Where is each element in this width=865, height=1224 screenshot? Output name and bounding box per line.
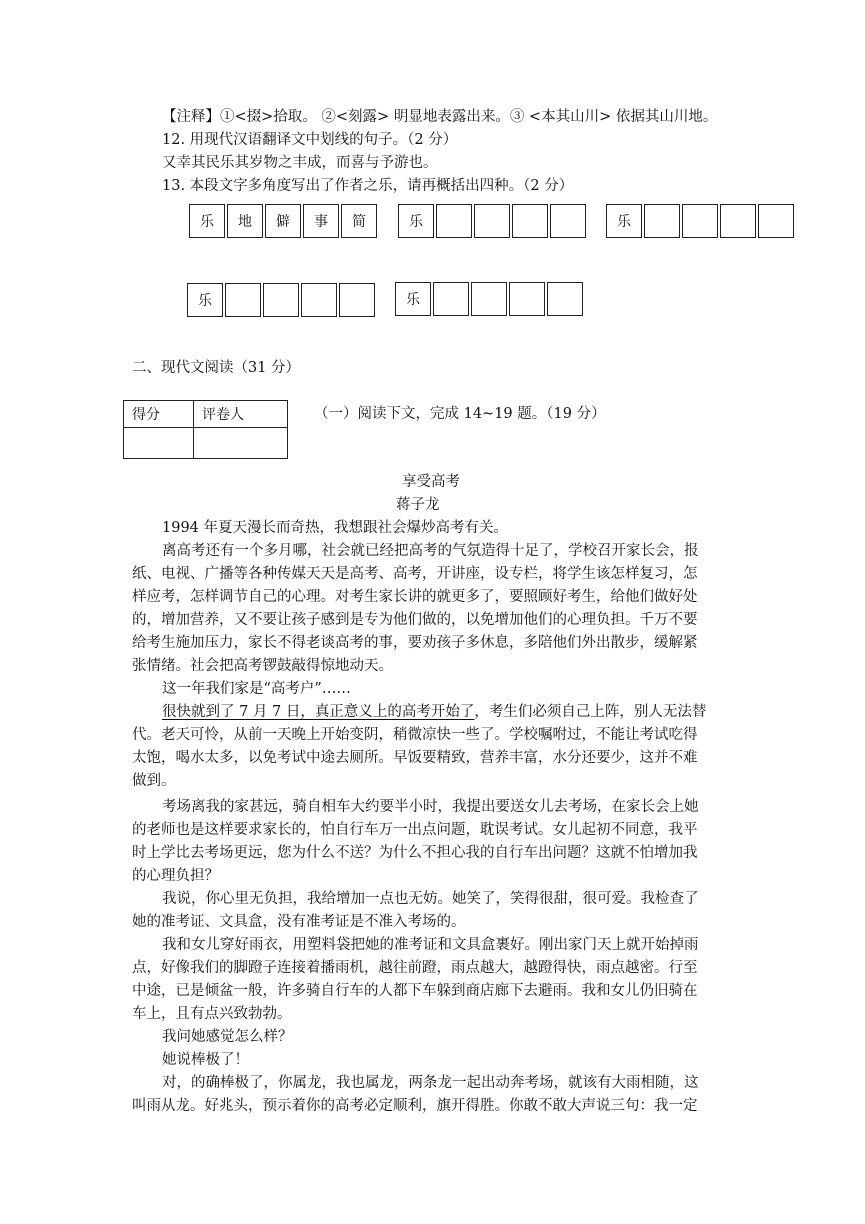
article-line: 叫雨从龙。好兆头，预示着你的高考必定顺利，旗开得胜。你敢不敢大声说三句：我一定 <box>132 1098 698 1114</box>
article-line: 她的准考证、文具盒，没有准考证是不准入考场的。 <box>132 914 466 930</box>
answer-cell[interactable] <box>512 204 548 238</box>
article-line: 考场离我的家甚远，骑自相车大约要半小时，我提出要送女儿去考场，在家长会上她 <box>162 799 699 815</box>
question-12-sentence: 又幸其民乐其岁物之丰成，而喜与予游也。 <box>162 155 438 171</box>
article-line: 样应考，怎样调节自己的心理。对考生家长讲的就更多了，要照顾好考生，给他们做好处 <box>132 589 698 605</box>
answer-cell[interactable] <box>263 283 299 317</box>
grader-header: 评卷人 <box>194 401 288 428</box>
answer-cell[interactable] <box>471 282 507 316</box>
article-line: 的心理负担？ <box>132 868 219 884</box>
score-table <box>123 400 288 459</box>
grader-cell[interactable] <box>194 428 288 459</box>
answer-cell[interactable] <box>301 283 337 317</box>
answer-cell[interactable] <box>758 204 794 238</box>
answer-cell[interactable] <box>644 204 680 238</box>
article-line-underlined <box>162 701 706 723</box>
article-line: 我说，你心里无负担，我给增加一点也无妨。她笑了，笑得很甜，很可爱。我检查了 <box>162 891 699 907</box>
article-line: 1994 年夏天漫长而奇热，我想跟社会爆炒高考有关。 <box>162 520 509 536</box>
answer-cell[interactable] <box>225 283 261 317</box>
article-line: 的，增加营养，又不要让孩子感到是专为他们做的，以免增加他们的心理负担。千万不要 <box>132 612 698 628</box>
article-line: 太饱，喝水太多，以免考试中途去厕所。早饭要精致，营养丰富，水分还要少，这并不难 <box>132 750 698 766</box>
article-line: 我问她感觉怎么样？ <box>162 1029 293 1045</box>
article-line: 做到。 <box>132 773 176 789</box>
article-line: 代。老天可怜，从前一天晚上开始变阴，稍微凉快一些了。学校嘱咐过，不能让考试吃得 <box>132 727 698 743</box>
question-13: 13. 本段文字多角度写出了作者之乐，请再概括出四种。（2 分） <box>162 178 574 194</box>
article-line: 离高考还有一个多月哪，社会就已经把高考的气氛造得十足了，学校召开家长会，报 <box>162 543 699 559</box>
score-header: 得分 <box>124 401 194 428</box>
answer-cell[interactable] <box>436 204 472 238</box>
article-line: 点，好像我们的脚蹬子连接着播雨机，越往前蹬，雨点越大，越蹬得快，雨点越密。行至 <box>132 960 698 976</box>
article-line: 这一年我们家是“高考户”…… <box>162 681 351 697</box>
section-heading: 二、现代文阅读（31 分） <box>132 360 301 376</box>
article-line: 给考生施加压力，家长不得老谈高考的事，要劝孩子多休息，多陪他们外出散步，缓解紧 <box>132 635 698 651</box>
answer-cell[interactable]: 乐 <box>189 204 225 238</box>
score-cell[interactable] <box>124 428 194 459</box>
answer-cell[interactable] <box>433 282 469 316</box>
answer-cell[interactable]: 简 <box>341 204 377 238</box>
article-line: 我和女儿穿好雨衣，用塑料袋把她的准考证和文具盒裹好。刚出家门天上就开始掉雨 <box>162 937 699 953</box>
answer-cell[interactable] <box>474 204 510 238</box>
article-author: 蒋子龙 <box>396 497 440 513</box>
question-12: 12. 用现代汉语翻译文中划线的句子。（2 分） <box>162 132 458 148</box>
annotation-note: 【注释】①<掇>拾取。 ②<刻露> 明显地表露出来。③ <本其山川> 依据其山川地。 <box>162 109 718 125</box>
answer-cell[interactable]: 乐 <box>187 283 223 317</box>
answer-cell[interactable] <box>547 282 583 316</box>
article-line: 中途，已是倾盆一般，许多骑自行车的人都下车躲到商店廊下去避雨。我和女儿仍旧骑在 <box>132 983 698 999</box>
answer-group-5 <box>395 282 585 316</box>
answer-cell[interactable]: 地 <box>227 204 263 238</box>
article-title: 享受高考 <box>402 474 460 490</box>
answer-cell[interactable] <box>682 204 718 238</box>
answer-group-3 <box>606 204 796 238</box>
answer-cell[interactable] <box>339 283 375 317</box>
answer-cell[interactable]: 乐 <box>398 204 434 238</box>
answer-cell[interactable] <box>509 282 545 316</box>
article-line: 纸、电视、广播等各种传媒天天是高考、高考，开讲座，设专栏，将学生该怎样复习，怎 <box>132 566 698 582</box>
answer-cell[interactable]: 乐 <box>395 282 431 316</box>
underlined-sentence: 很快就到了 7 月 7 日，真正意义上的高考开始了 <box>162 704 475 720</box>
article-line: 车上，且有点兴致勃勃。 <box>132 1006 292 1022</box>
answer-group-4 <box>187 283 377 317</box>
reading-instruction: （一）阅读下文，完成 14~19 题。（19 分） <box>314 406 606 422</box>
answer-group-2 <box>398 204 588 238</box>
article-line: 时上学比去考场更远，您为什么不送？为什么不担心我的自行车出问题？这就不怕增加我 <box>132 845 698 861</box>
answer-cell[interactable]: 事 <box>303 204 339 238</box>
answer-cell[interactable]: 僻 <box>265 204 301 238</box>
article-line-tail: ，考生们必须自己上阵，别人无法替 <box>474 704 707 720</box>
article-line: 的老师也是这样要求家长的，怕自行车万一出点问题，耽误考试。女儿起初不同意，我平 <box>132 822 698 838</box>
article-line: 她说棒极了！ <box>162 1052 249 1068</box>
article-line: 对，的确棒极了，你属龙，我也属龙，两条龙一起出动奔考场，就该有大雨相随，这 <box>162 1075 699 1091</box>
answer-cell[interactable] <box>550 204 586 238</box>
answer-cell[interactable] <box>720 204 756 238</box>
article-line: 张情绪。社会把高考锣鼓敲得惊地动天。 <box>132 658 393 674</box>
answer-group-1 <box>189 204 379 238</box>
answer-cell[interactable]: 乐 <box>606 204 642 238</box>
